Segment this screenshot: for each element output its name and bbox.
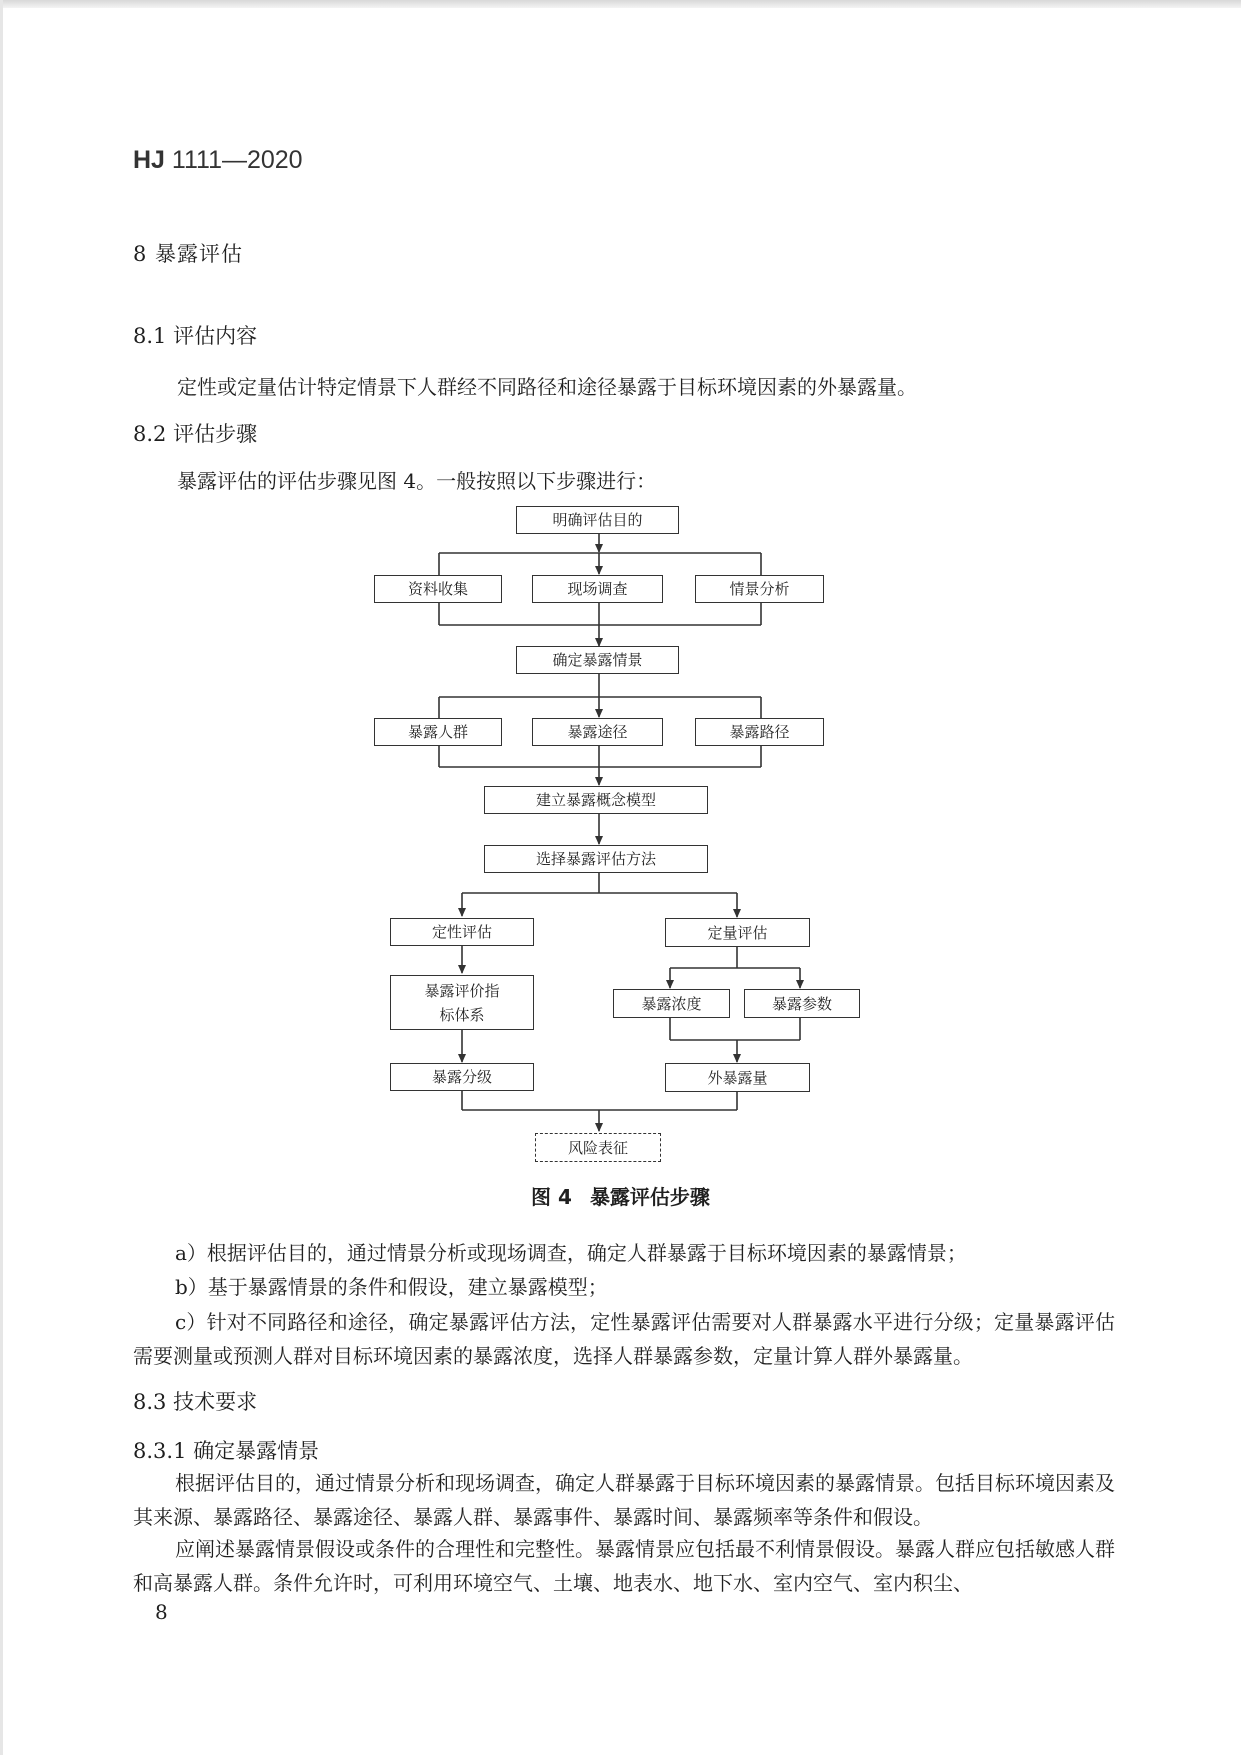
flow-step-population: 暴露人群 xyxy=(374,718,502,746)
flow-step-index-label: 暴露评价指标体系 xyxy=(424,981,500,1024)
flow-step-index xyxy=(390,975,534,1030)
step-c: c）针对不同路径和途径，确定暴露评估方法，定性暴露评估需要对人群暴露水平进行分级；定量暴露评估需要测量或预测人群对目标环境因素的暴露浓度，选择人群暴露参数，定量计算人群外暴露量。 xyxy=(133,1310,1115,1368)
step-a: a）根据评估目的，通过情景分析或现场调查，确定人群暴露于目标环境因素的暴露情景； xyxy=(175,1241,967,1265)
section-8-1-title: 8.1 评估内容 xyxy=(133,324,258,348)
page-number: 8 xyxy=(155,1600,168,1624)
figure-label: 图 4 xyxy=(531,1185,572,1209)
flow-step-parameters: 暴露参数 xyxy=(744,989,860,1018)
step-b: b）基于暴露情景的条件和假设，建立暴露模型； xyxy=(175,1275,608,1299)
flow-step-external-dose: 外暴露量 xyxy=(665,1063,810,1092)
section-8-3-1-title: 8.3.1 确定暴露情景 xyxy=(133,1439,320,1463)
flow-step-survey: 现场调查 xyxy=(532,575,663,603)
flow-step-method: 选择暴露评估方法 xyxy=(484,845,708,873)
section-8-title: 8 暴露评估 xyxy=(133,242,244,266)
flow-step-qualitative: 定性评估 xyxy=(390,918,534,946)
figure-caption xyxy=(0,1181,1241,1210)
section-8-3-1-p2: 应阐述暴露情景假设或条件的合理性和完整性。暴露情景应包括最不利情景假设。暴露人群应包括敏感人群和高暴露人群。条件允许时，可利用环境空气、土壤、地表水、地下水、室内空气、室内积尘、 xyxy=(133,1537,1115,1595)
flow-step-scenario-analysis: 情景分析 xyxy=(695,575,824,603)
flow-step-purpose: 明确评估目的 xyxy=(516,506,679,534)
figure-title: 暴露评估步骤 xyxy=(589,1185,710,1209)
flow-step-scenario: 确定暴露情景 xyxy=(516,646,679,674)
section-8-3-title: 8.3 技术要求 xyxy=(133,1390,258,1414)
flow-step-grading: 暴露分级 xyxy=(390,1063,534,1091)
flow-step-model: 建立暴露概念模型 xyxy=(484,786,708,814)
section-8-2-intro: 暴露评估的评估步骤见图 4。一般按照以下步骤进行： xyxy=(177,469,657,493)
section-8-3-1-p1: 根据评估目的，通过情景分析和现场调查，确定人群暴露于目标环境因素的暴露情景。包括目标环境因素及其来源、暴露路径、暴露途径、暴露人群、暴露事件、暴露时间、暴露频率等条件和假设。 xyxy=(133,1471,1115,1529)
flow-step-quantitative: 定量评估 xyxy=(665,918,810,947)
flow-step-risk: 风险表征 xyxy=(535,1133,661,1162)
flow-step-route: 暴露途径 xyxy=(532,718,663,746)
flow-step-pathway: 暴露路径 xyxy=(695,718,824,746)
flow-step-collect: 资料收集 xyxy=(374,575,502,603)
section-8-2-title: 8.2 评估步骤 xyxy=(133,422,258,446)
flow-step-concentration: 暴露浓度 xyxy=(613,989,730,1018)
section-8-1-text: 定性或定量估计特定情景下人群经不同路径和途径暴露于目标环境因素的外暴露量。 xyxy=(177,375,917,399)
document-code: HJ 1111—2020 xyxy=(133,146,303,174)
